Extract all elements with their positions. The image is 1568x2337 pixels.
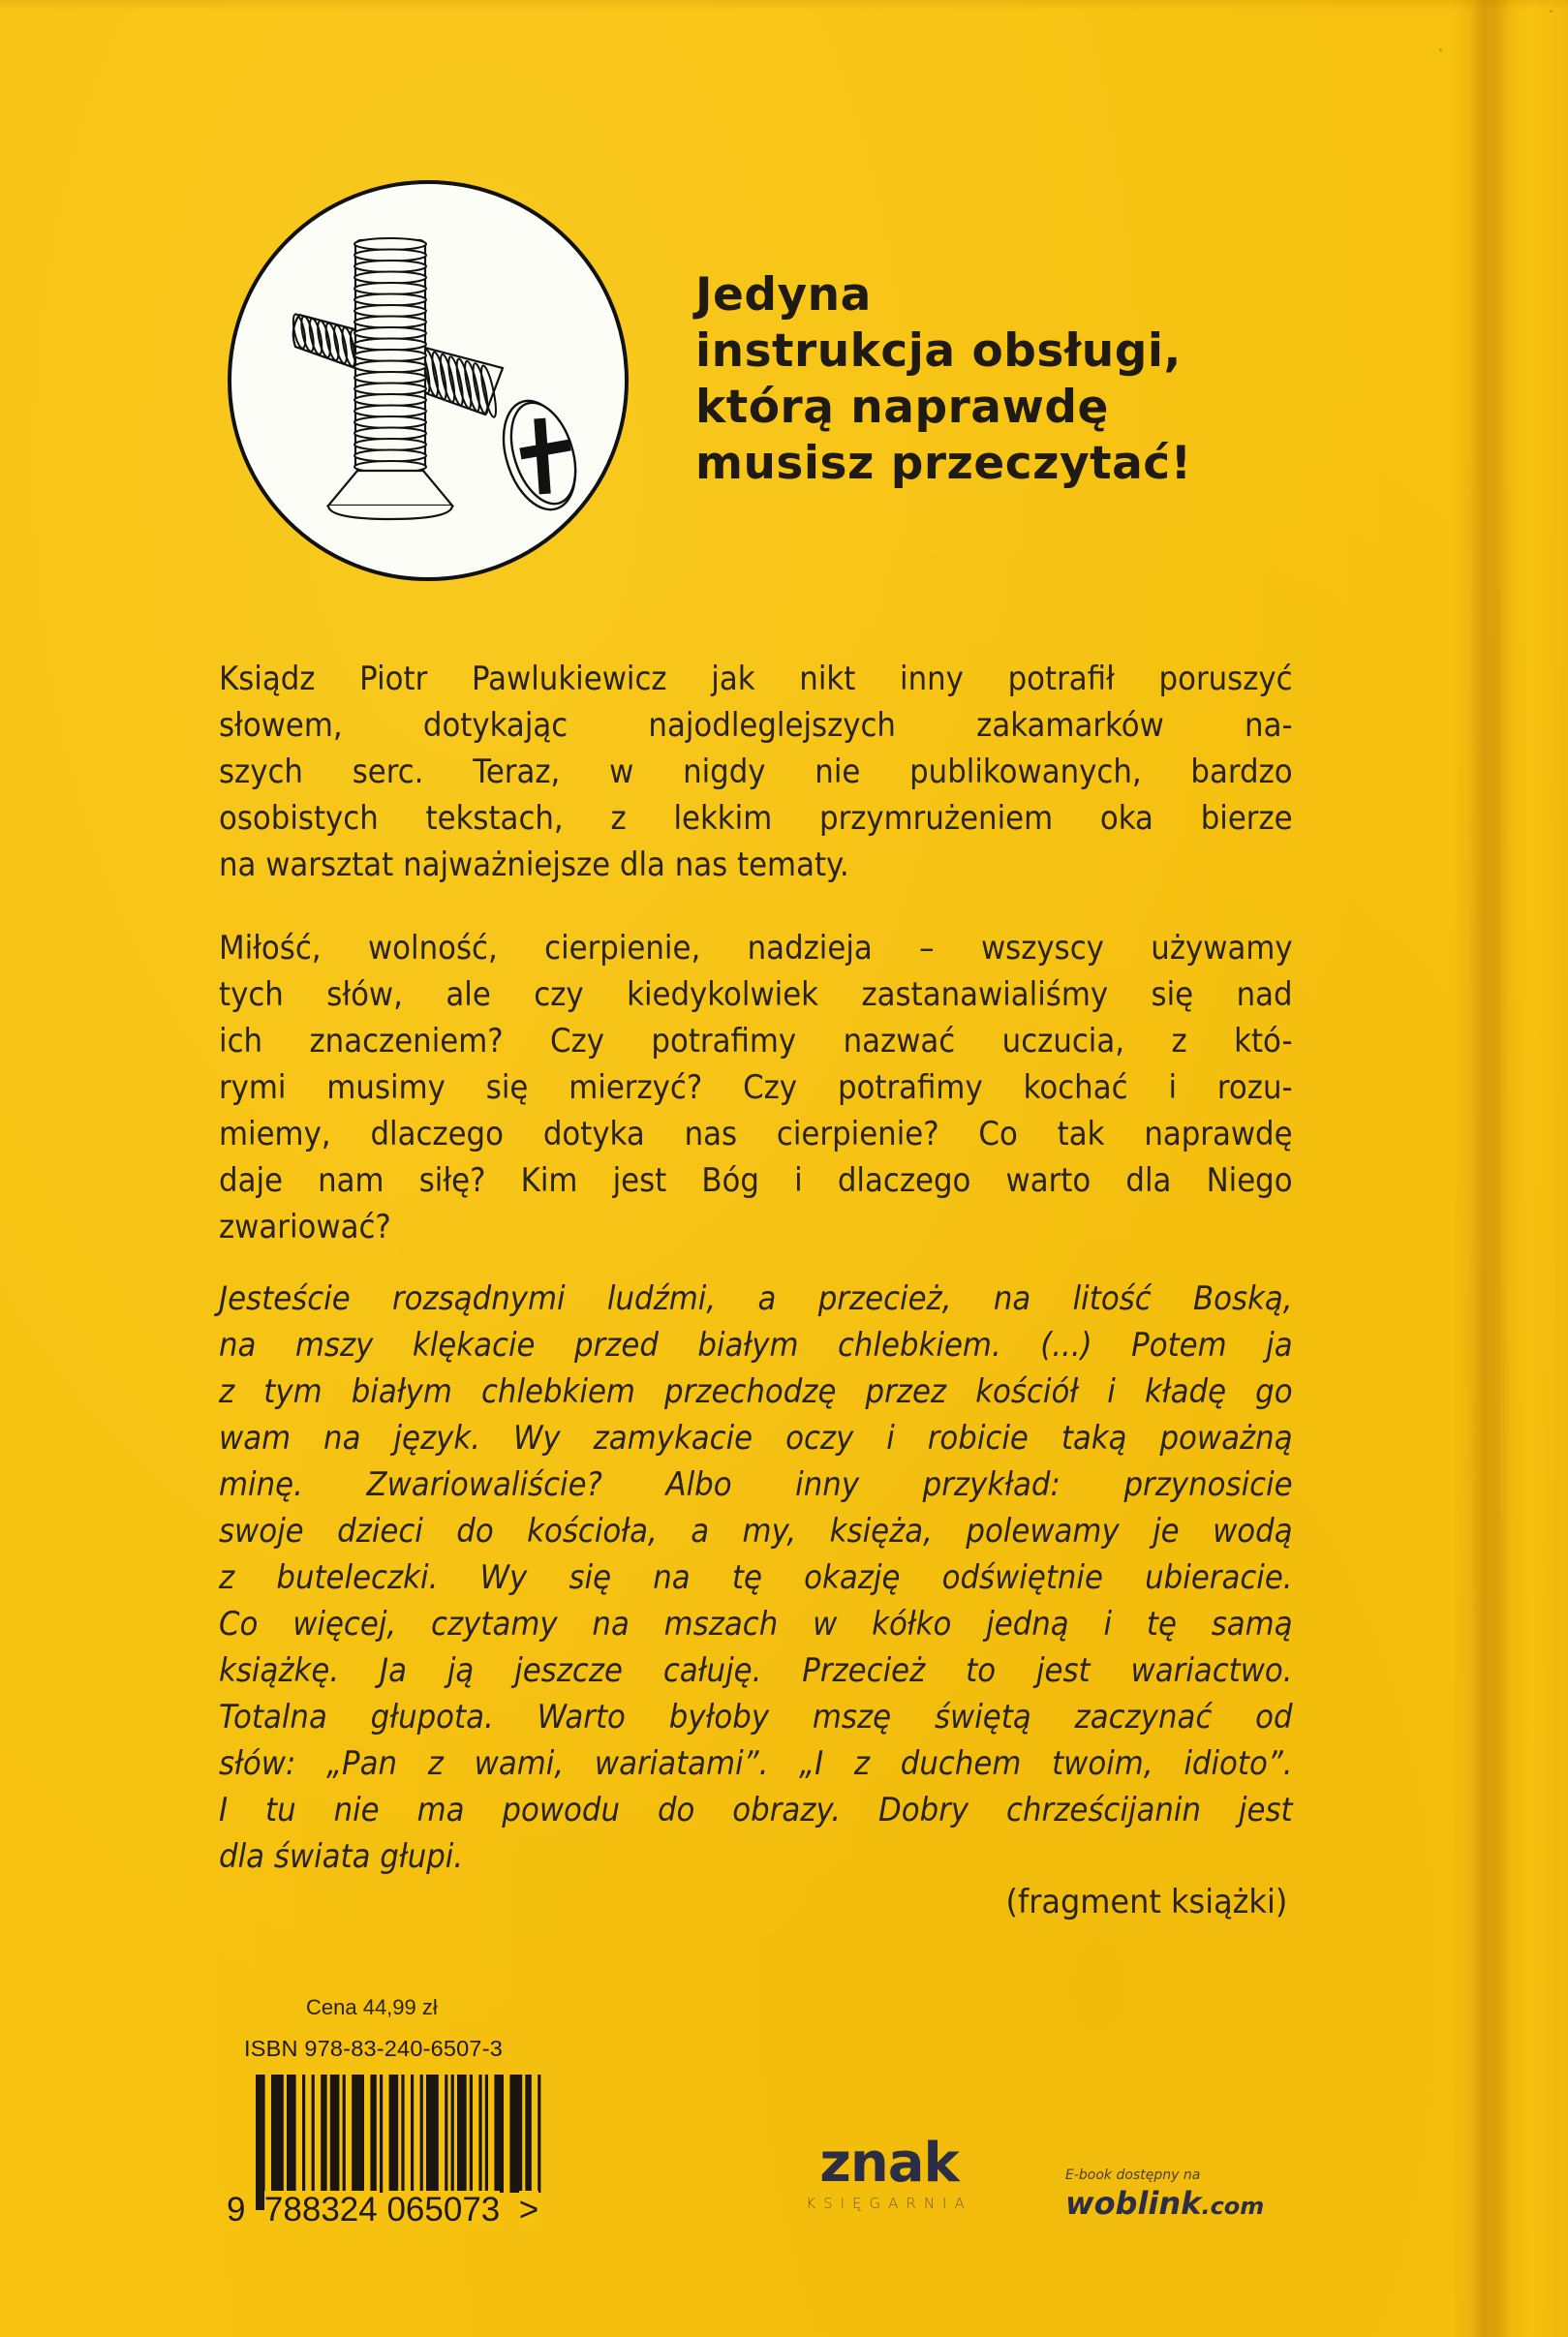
- barcode-bar: [261, 2075, 264, 2210]
- barcode-bar: [478, 2075, 481, 2193]
- publisher-logo: [792, 2132, 986, 2212]
- screw-thread: [354, 416, 426, 428]
- barcode-bar: [457, 2075, 467, 2193]
- text-line: Totalna głupota. Warto byłoby mszę świętą zaczynać od: [219, 1698, 1293, 1736]
- headline: [695, 267, 1276, 492]
- screw-thread: [354, 428, 426, 440]
- barcode-bar: [302, 2075, 305, 2193]
- barcode-bar: [343, 2075, 346, 2193]
- cover-top-edge: [0, 0, 1568, 10]
- paper-speck: [1550, 10, 1553, 13]
- text-line: rymi musimy się mierzyć? Czy potrafimy kochać i rozu-: [219, 1068, 1293, 1106]
- barcode-bar: [401, 2075, 404, 2193]
- barcode-right-group: 065073: [386, 2191, 501, 2229]
- screw-thread: [354, 327, 426, 339]
- barcode-bar: [389, 2075, 399, 2193]
- screw-thread: [354, 372, 426, 384]
- barcode-first-digit: 9: [227, 2191, 246, 2229]
- screw-thread: [354, 350, 426, 361]
- text-line: słowem, dotykając najodleglejszych zakamarków na-: [219, 706, 1293, 744]
- barcode-bar: [330, 2075, 340, 2193]
- barcode-bar: [321, 2075, 326, 2193]
- text-line: dla świata głupi.: [219, 1837, 464, 1875]
- text-line: osobistych tekstach, z lekkim przymrużeniem oka bierze: [219, 799, 1293, 837]
- text-line: daje nam siłę? Kim jest Bóg i dlaczego warto dla Niego: [219, 1161, 1293, 1199]
- text-line: Miłość, wolność, cierpienie, nadzieja – wszyscy używamy: [219, 929, 1293, 967]
- excerpt-source-note: (fragment książki): [1005, 1883, 1287, 1922]
- barcode-bar: [411, 2075, 414, 2193]
- publisher-logo-text: znak: [819, 2132, 959, 2195]
- screw-thread: [354, 406, 426, 417]
- text-line: zwariować?: [219, 1208, 391, 1245]
- barcode-bar: [370, 2075, 376, 2193]
- barcode-bar: [445, 2075, 447, 2193]
- screw-thread: [354, 250, 426, 261]
- isbn-barcode: [256, 2075, 546, 2210]
- barcode-bar: [426, 2075, 439, 2210]
- barcode-bar: [420, 2075, 423, 2210]
- screw-thread: [354, 272, 426, 284]
- text-line: na warsztat najważniejsze dla nas tematy.: [219, 846, 849, 883]
- screw-thread: [354, 305, 426, 317]
- text-line: książkę. Ja ją jeszcze całuję. Przecież to jest wariactwo.: [219, 1651, 1293, 1689]
- screw-thread: [354, 450, 426, 462]
- description-paragraph-2: [219, 925, 1293, 1250]
- screw-thread: [354, 317, 426, 328]
- price-label: Cena 44,99 zł: [306, 1995, 438, 2019]
- text-line: szych serc. Teraz, w nigdy nie publikowanych, bardzo: [219, 753, 1293, 790]
- text-line: Jesteście rozsądnymi ludźmi, a przecież, na litość Boską,: [219, 1279, 1293, 1317]
- barcode-bar: [312, 2075, 315, 2193]
- headline-line: musisz przeczytać!: [695, 437, 1192, 490]
- text-line: wam na język. Wy zamykacie oczy i robicie taką poważną: [219, 1419, 1293, 1457]
- headline-line: instrukcja obsługi,: [695, 324, 1182, 378]
- ebook-note: [1065, 2168, 1264, 2222]
- text-line: swoje dzieci do kościoła, a my, księża, polewamy je wodą: [219, 1512, 1293, 1550]
- text-line: miemy, dlaczego dotyka nas cierpienie? Co tak naprawdę: [219, 1115, 1293, 1153]
- barcode-end-marker: >: [518, 2191, 539, 2229]
- barcode-digits: [227, 2191, 538, 2229]
- screw-thread: [354, 283, 426, 294]
- spine-hinge: [1453, 0, 1568, 2337]
- screws-illustration: [228, 180, 629, 581]
- screw-thread: [354, 294, 426, 306]
- screw-thread: [354, 261, 426, 272]
- ebook-prefix: E-book dostępny na: [1065, 2168, 1201, 2183]
- text-line: Ksiądz Piotr Pawlukiewicz jak nikt inny potrafił poruszyć: [219, 660, 1293, 697]
- isbn-label: ISBN 978-83-240-6507-3: [244, 2036, 503, 2061]
- barcode-left-group: 788324: [263, 2191, 378, 2229]
- headline-line: Jedyna: [695, 268, 872, 322]
- description-paragraph-1: [219, 656, 1293, 888]
- text-line: na mszy klękacie przed białym chlebkiem. (...) Potem ja: [219, 1326, 1293, 1364]
- barcode-bar: [256, 2075, 261, 2210]
- screw-thread: [354, 439, 426, 450]
- screws-with-cross-icon: [231, 184, 625, 577]
- text-line: minę. Zwariowaliście? Albo inny przykład: przynosicie: [219, 1465, 1293, 1503]
- publisher-subtitle: KSIĘGARNIA: [806, 2195, 972, 2212]
- barcode-bar: [380, 2075, 383, 2193]
- barcode-bar: [494, 2075, 504, 2193]
- barcode-bar: [470, 2075, 473, 2193]
- screw-thread: [354, 384, 426, 395]
- woblink-logo-text: woblink: [1065, 2185, 1202, 2222]
- text-line: tych słów, ale czy kiedykolwiek zastanawialiśmy się nad: [219, 975, 1293, 1013]
- screw-thread: [354, 394, 426, 406]
- woblink-logo: [1065, 2185, 1264, 2222]
- text-line: I tu nie ma powodu do obrazy. Dobry chrześcijanin jest: [219, 1791, 1293, 1829]
- barcode-bar: [538, 2075, 540, 2193]
- text-line: słów: „Pan z wami, wariatami”. „I z duchem twoim, idioto”.: [219, 1744, 1293, 1782]
- barcode-bar: [525, 2075, 531, 2193]
- screw-thread: [354, 238, 426, 250]
- text-line: z buteleczki. Wy się na tę okazję odświętnie ubieracie.: [219, 1558, 1293, 1596]
- book-excerpt: [219, 1276, 1293, 1880]
- screw-thread: [354, 361, 426, 373]
- barcode-bar: [451, 2075, 454, 2193]
- text-line: ich znaczeniem? Czy potrafimy nazwać uczucia, z któ-: [219, 1022, 1293, 1060]
- barcode-bar: [352, 2075, 364, 2193]
- text-line: z tym białym chlebkiem przechodzę przez kościół i kładę go: [219, 1372, 1293, 1410]
- paper-speck: [1439, 48, 1442, 51]
- screw-thread: [354, 339, 426, 351]
- barcode-bar: [509, 2075, 522, 2193]
- text-line: Co więcej, czytamy na mszach w kółko jedną i tę samą: [219, 1605, 1293, 1643]
- barcode-bar: [271, 2075, 284, 2193]
- woblink-logo-suffix: .com: [1201, 2193, 1265, 2220]
- barcode-bar: [287, 2075, 296, 2193]
- headline-line: którą naprawdę: [695, 381, 1109, 434]
- barcode-bar: [485, 2075, 488, 2193]
